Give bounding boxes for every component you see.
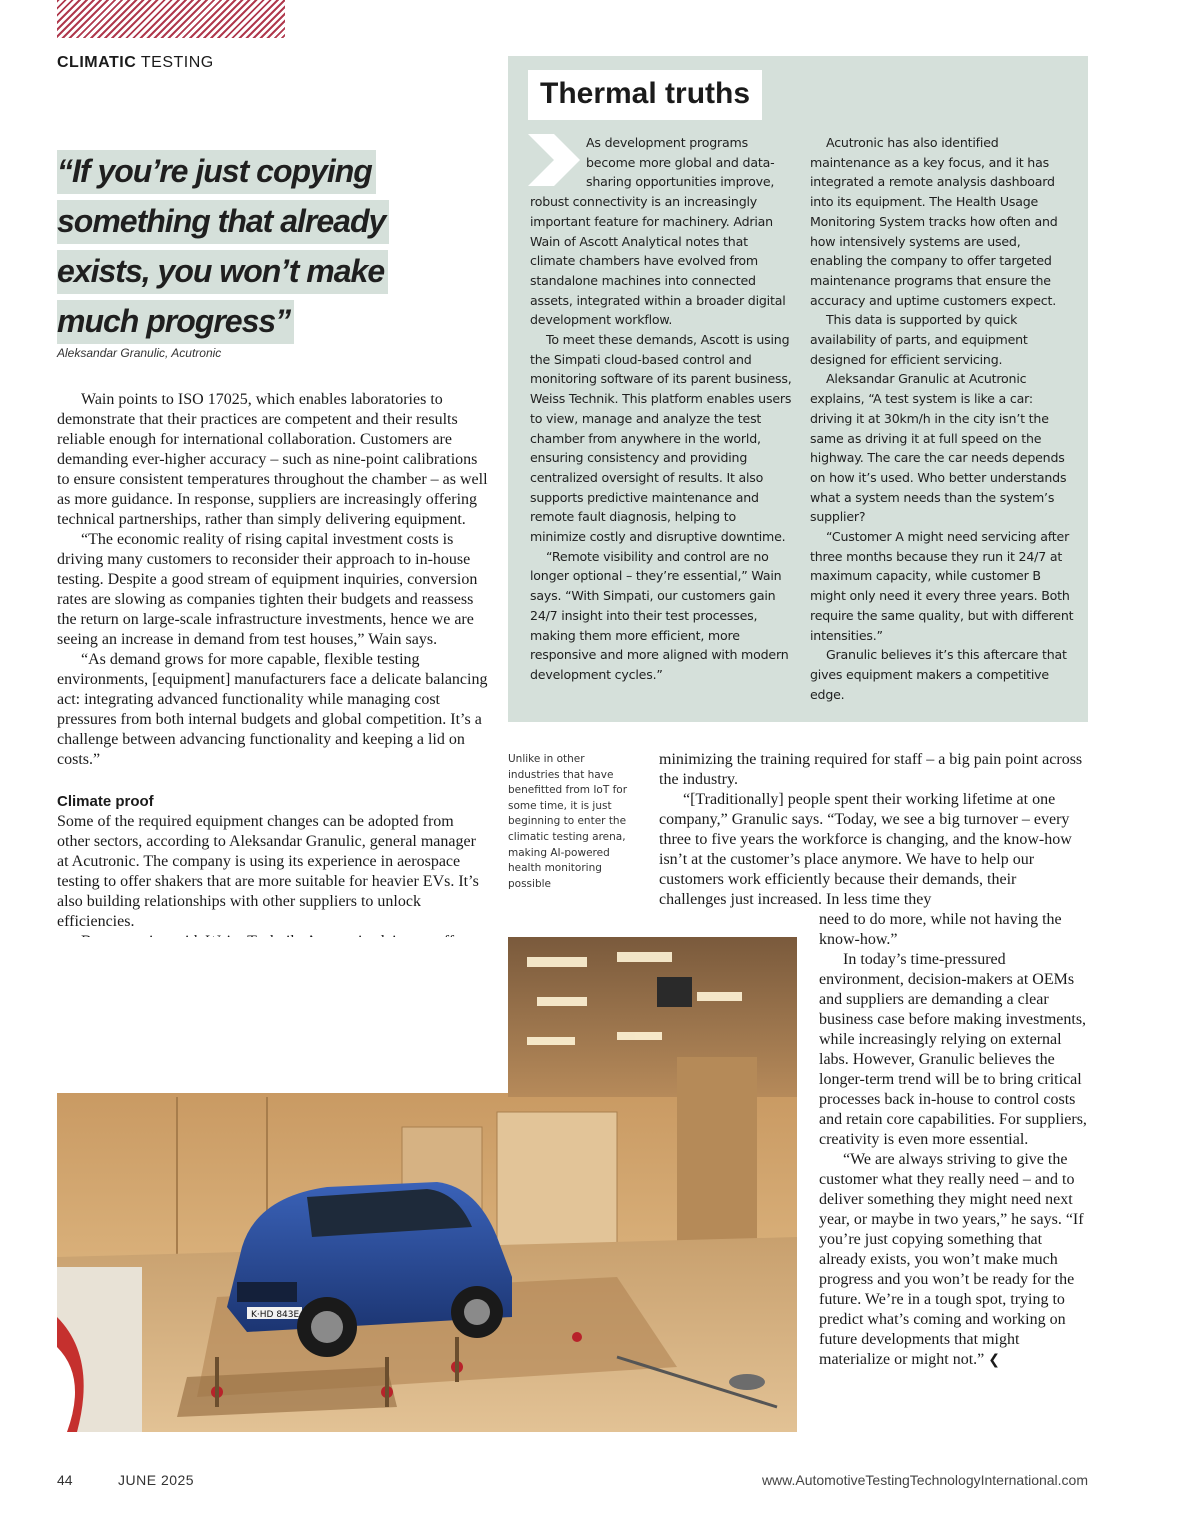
sidebar-paragraph: Acutronic has also identified maintenance as a key focus, and it has integrated a remote analysis dashboard into its equipment. The Health Usage Monitoring System tracks how often and how intensively systems are used, enabling the company to offer targeted maintenance programs that ensure the accuracy and uptime customers expect.	[810, 135, 1058, 308]
website-url[interactable]: www.AutomotiveTestingTechnologyInternational.com	[761, 1472, 1088, 1488]
issue-date: JUNE 2025	[118, 1472, 195, 1488]
sidebar-column-b	[810, 133, 1074, 704]
sidebar-paragraph: Granulic believes it’s this aftercare that gives equipment makers a competitive edge.	[810, 647, 1067, 702]
wrap-body-column	[819, 910, 1087, 1370]
body-paragraph: Some of the required equipment changes can be adopted from other sectors, according to Aleksandar Granulic, general manager at Acutronic. The company is using its experience in aerospace testing to offer shakers that are more suitable for heavier EVs. It’s also building relationships with other suppliers to unlock efficiencies.	[57, 813, 479, 930]
body-paragraph: In today’s time-pressured environment, decision-makers at OEMs and suppliers are demanding a clear business case before making investments, while increasingly relying on external labs. However, Granulic believes the longer-term trend will be to bring critical processes back in-house to control costs and retain core capabilities. For suppliers, creativity is even more essential.	[819, 951, 1087, 1148]
sidebar-paragraph: “Remote visibility and control are no longer optional – they’re essential,” Wain says. “With Simpati, our customers gain 24/7 insight into their test processes, making them more efficient, more responsive and more aligned with modern development cycles.”	[530, 548, 789, 682]
pull-quote-line: much progress”	[57, 300, 294, 344]
sidebar-paragraph: As development programs become more global and data-sharing opportunities improve, robust connectivity is an increasingly important feature for machinery. Adrian Wain of Ascott Analytical notes that climate chambers have evolved from standalone machines into connected assets, integrated within a broader digital development workflow.	[530, 135, 786, 328]
section-label: CLIMATIC TESTING	[57, 54, 214, 71]
license-plate: K·HD 843E	[251, 1310, 300, 1320]
body-paragraph: “As demand grows for more capable, flexible testing environments, [equipment] manufacturers face a delicate balancing act: integrating advanced functionality while managing cost pressures from both internal budgets and global competition. It’s a challenge between advancing functionality and keeping a lid on costs.”	[57, 651, 488, 768]
subheading: Climate proof	[57, 793, 154, 810]
sidebar-paragraph: Aleksandar Granulic at Acutronic explains, “A test system is like a car: driving it at 30km/h in the city isn’t the same as driving it at full speed on the highway. The care the car needs depends on how it’s used. Who better understands what a system needs than the system’s supplier?	[810, 371, 1067, 525]
pull-quote-attribution: Aleksandar Granulic, Acutronic	[57, 346, 222, 360]
sidebar-column-a	[530, 133, 792, 685]
body-paragraph: Wain points to ISO 17025, which enables laboratories to demonstrate that their practices are competent and their results reliable enough for international collaboration. Customers are demanding ever-higher accuracy – such as nine-point calibrations to ensure consistent temperatures throughout the chamber – as well as more guidance. In response, suppliers are increasingly offering technical partnerships, rather than simply delivering equipment.	[57, 391, 488, 528]
photo-caption: Unlike in other industries that have benefitted from IoT for some time, it is just beginning to enter the climatic testing arena, making AI-powered health monitoring possible	[508, 753, 628, 890]
end-mark-icon: ❮	[988, 1352, 1001, 1368]
body-paragraph: need to do more, while not having the know-how.”	[819, 911, 1062, 948]
body-paragraph: “[Traditionally] people spent their working lifetime at one company,” Granulic says. “Today, we see a big turnover – every three to five years the workforce is changing, and the know-how isn’t at the customer’s place anymore. We have to help our customers work efficiently because their demands, their challenges just increased. In less time they	[659, 791, 1072, 908]
body-paragraph: minimizing the training required for staff – a big pain point across the industry.	[659, 751, 1083, 788]
sidebar-paragraph: “Customer A might need servicing after three months because they run it 24/7 at maximum capacity, while customer B might only need it every three years. Both require the same quality, but with different intensities.”	[810, 529, 1074, 643]
sidebar-paragraph: To meet these demands, Ascott is using the Simpati cloud-based control and monitoring software of its parent business, Weiss Technik. This platform enables users to view, manage and analyze the test chamber from anywhere in the world, ensuring consistency and providing centralized oversight of results. It also supports predictive maintenance and remote fault diagnosis, helping to minimize costly and disruptive downtime.	[530, 332, 792, 545]
page-number: 44	[57, 1472, 73, 1488]
decorative-hatch-bar	[57, 0, 285, 38]
left-body-column	[57, 390, 489, 1032]
pull-quote-line: “If you’re just copying	[57, 150, 376, 194]
body-paragraph: “We are always striving to give the customer what they really need – and to deliver something they might need next year, or maybe in two years,” he says. “If you’re just copying something that already exists, you won’t make much progress and you won’t be ready for the future. We’re in a tough spot, trying to predict what’s coming and working on future developments that might materialize or might not.” ❮	[819, 1151, 1084, 1368]
right-body-column	[659, 750, 1087, 910]
pull-quote	[57, 150, 497, 350]
pull-quote-line: something that already	[57, 200, 389, 244]
pull-quote-line: exists, you won’t make	[57, 250, 388, 294]
body-paragraph: “The economic reality of rising capital investment costs is driving many customers to reconsider their approach to in-house testing. Despite a good stream of equipment inquiries, conversion rates are slowing as companies tighten their budgets and reassess the return on large-scale infrastructure investments, hence we are seeing an increase in demand from test houses,” Wain says.	[57, 531, 478, 648]
sidebar-title: Thermal truths	[528, 70, 762, 120]
sidebar-paragraph: This data is supported by quick availability of parts, and equipment designed for efficient servicing.	[810, 312, 1028, 367]
